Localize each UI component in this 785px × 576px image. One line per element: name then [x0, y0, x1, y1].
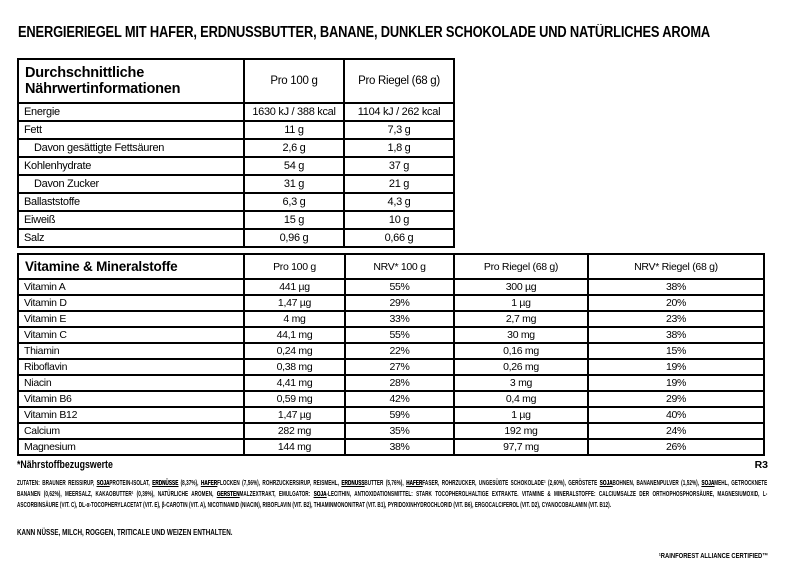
per-bar-value: 37 g: [344, 157, 454, 175]
nrv-footnote: *Nährstoffbezugswerte: [17, 459, 113, 471]
vitamin-row: [18, 423, 764, 439]
vitamin-row: [18, 311, 764, 327]
nutrient-label: Kohlenhydrate: [18, 157, 244, 175]
nutrient-label: Ballaststoffe: [18, 193, 244, 211]
nutrition-row: [18, 211, 454, 229]
nrv-100g-value: 28%: [345, 375, 454, 391]
nrv-bar-value: 40%: [588, 407, 764, 423]
nrv-100g-value: 55%: [345, 327, 454, 343]
vit-per-bar-value: 97,7 mg: [454, 439, 588, 455]
nrv-bar-value: 19%: [588, 359, 764, 375]
ingredients-segment: FASER, ROHRZUCKER, UNGESÜẞTE SCHOKOLADE¹ (2,60%), GERÖSTETE: [422, 478, 600, 487]
ingredients-segment: PROTEIN-ISOLAT,: [109, 478, 153, 487]
nutrient-label: Davon gesättigte Fettsäuren: [18, 139, 244, 157]
vitamins-table-body: [18, 279, 764, 455]
allergen-highlight: SOJA: [96, 478, 110, 487]
nutrition-row: [18, 193, 454, 211]
col-header-per-bar: Pro Riegel (68 g): [344, 59, 454, 103]
vitamin-row: [18, 439, 764, 455]
nrv-bar-value: 19%: [588, 375, 764, 391]
vit-per-100g-value: 0,59 mg: [244, 391, 345, 407]
col-header-per-100g: Pro 100 g: [244, 59, 344, 103]
per-100g-value: 1630 kJ / 388 kcal: [244, 103, 344, 121]
nutrient-label: Fett: [18, 121, 244, 139]
vitamin-label: Magnesium: [18, 439, 244, 455]
vitamin-label: Vitamin D: [18, 295, 244, 311]
per-bar-value: 10 g: [344, 211, 454, 229]
vitamin-label: Thiamin: [18, 343, 244, 359]
vitamin-row: [18, 391, 764, 407]
nrv-100g-value: 59%: [345, 407, 454, 423]
ingredients-segment: MALZEXTRAKT, EMULGATOR:: [239, 489, 314, 498]
nrv-100g-value: 33%: [345, 311, 454, 327]
footnote-row: [17, 459, 768, 471]
per-100g-value: 31 g: [244, 175, 344, 193]
nutrient-label: Energie: [18, 103, 244, 121]
vit-per-bar-value: 30 mg: [454, 327, 588, 343]
allergen-highlight: GERSTEN: [216, 489, 240, 498]
nrv-bar-value: 38%: [588, 327, 764, 343]
nrv-bar-value: 24%: [588, 423, 764, 439]
per-bar-value: 4,3 g: [344, 193, 454, 211]
per-100g-value: 2,6 g: [244, 139, 344, 157]
vit-per-100g-value: 4 mg: [244, 311, 345, 327]
nrv-bar-value: 26%: [588, 439, 764, 455]
nutrition-row: [18, 229, 454, 247]
ingredients-segment: BOHNEN, BANANENPULVER (1,52%),: [612, 478, 702, 487]
vitamins-table-header-row: [18, 254, 764, 279]
vitamins-minerals-table: [17, 253, 765, 456]
nutrition-table-body: [18, 103, 454, 247]
ingredients-segment: -LECITHIN, ANTIOXIDATIONSMITTEL: STARK TOCOPHEROLHALTIGE EXTRAKTE. VITAMINE & MINERALSTOFFE: CALCIUMSALZE DER ORTHOPHOSPHORSÄURE, MAGNESIUMOXID, L-ASCORBINSÄURE (VIT. C), DL-α-TOCOPHERYLACETAT (VIT. E), β-CAROTIN (VIT. A), NICOTINAMID (NIACIN), RIBOFLAVIN (VIT. B2), THIAMINMONONITRAT (VIT. B1), PYRIDOXINHYDROCHLORID (VIT. B6), ERGOCALCIFEROL (VIT. D2), CYANOCOBALAMIN (VIT. B12).: [17, 489, 768, 509]
per-100g-value: 54 g: [244, 157, 344, 175]
nutrient-label: Salz: [18, 229, 244, 247]
vit-per-bar-value: 1 µg: [454, 295, 588, 311]
ingredients-segment: ZUTATEN: BRAUNER REISSIRUP,: [17, 478, 97, 487]
nrv-100g-value: 29%: [345, 295, 454, 311]
nutrition-row: [18, 121, 454, 139]
vit-per-100g-value: 0,24 mg: [244, 343, 345, 359]
revision-code: R3: [754, 459, 768, 471]
vit-per-bar-value: 0,4 mg: [454, 391, 588, 407]
nutrition-row: [18, 157, 454, 175]
vitamin-label: Vitamin B12: [18, 407, 244, 423]
nrv-100g-value: 35%: [345, 423, 454, 439]
nrv-100g-value: 55%: [345, 279, 454, 295]
ingredients-segment: (8,37%),: [178, 478, 201, 487]
vitamin-row: [18, 295, 764, 311]
nrv-bar-value: 15%: [588, 343, 764, 359]
nutrition-row: [18, 175, 454, 193]
nrv-100g-value: 42%: [345, 391, 454, 407]
vit-per-100g-value: 4,41 mg: [244, 375, 345, 391]
nutrition-row: [18, 139, 454, 157]
nutrient-label: Davon Zucker: [18, 175, 244, 193]
col-header-nrv-bar: NRV* Riegel (68 g): [588, 254, 764, 279]
vitamin-row: [18, 359, 764, 375]
nrv-bar-value: 23%: [588, 311, 764, 327]
nutrient-label: Eiweiß: [18, 211, 244, 229]
product-title: ENERGIERIEGEL MIT HAFER, ERDNUSSBUTTER, BANANE, DUNKLER SCHOKOLADE UND NATÜRLICHES AROMA: [18, 24, 711, 41]
vitamin-label: Calcium: [18, 423, 244, 439]
allergen-highlight: SOJA: [599, 478, 613, 487]
vitamin-label: Riboflavin: [18, 359, 244, 375]
vitamins-table-title: Vitamine & Mineralstoffe: [18, 254, 244, 279]
per-bar-value: 7,3 g: [344, 121, 454, 139]
allergen-highlight: ERDNUSS: [341, 478, 365, 487]
col-header-nrv-100g: NRV* 100 g: [345, 254, 454, 279]
ingredients-segment: FLOCKEN (7,56%), ROHRZUCKERSIRUP, REISMEHL,: [217, 478, 342, 487]
nrv-bar-value: 20%: [588, 295, 764, 311]
vit-per-bar-value: 300 µg: [454, 279, 588, 295]
allergen-note: KANN NÜSSE, MILCH, ROGGEN, TRITICALE UND WEIZEN ENTHALTEN.: [17, 527, 233, 537]
vitamin-label: Vitamin C: [18, 327, 244, 343]
vitamin-label: Vitamin A: [18, 279, 244, 295]
vitamin-label: Niacin: [18, 375, 244, 391]
vit-per-100g-value: 441 µg: [244, 279, 345, 295]
nrv-100g-value: 38%: [345, 439, 454, 455]
allergen-highlight: SOJA: [701, 478, 715, 487]
per-100g-value: 15 g: [244, 211, 344, 229]
nrv-100g-value: 27%: [345, 359, 454, 375]
nutrition-facts-table: [17, 58, 455, 248]
nutrition-table-header-row: [18, 59, 454, 103]
col-header-vit-per-100g: Pro 100 g: [244, 254, 345, 279]
vitamin-row: [18, 327, 764, 343]
vitamin-row: [18, 343, 764, 359]
nrv-bar-value: 38%: [588, 279, 764, 295]
ingredients-text: [17, 477, 767, 510]
col-header-vit-per-bar: Pro Riegel (68 g): [454, 254, 588, 279]
nrv-100g-value: 22%: [345, 343, 454, 359]
per-100g-value: 0,96 g: [244, 229, 344, 247]
vitamin-row: [18, 279, 764, 295]
vit-per-100g-value: 1,47 µg: [244, 295, 345, 311]
ingredients-section: [17, 477, 768, 510]
vit-per-bar-value: 0,26 mg: [454, 359, 588, 375]
nutrition-table-title: Durchschnittliche Nährwertinformationen: [18, 59, 244, 103]
vitamin-row: [18, 375, 764, 391]
vitamin-row: [18, 407, 764, 423]
per-100g-value: 6,3 g: [244, 193, 344, 211]
vit-per-100g-value: 0,38 mg: [244, 359, 345, 375]
allergen-highlight: HAFER: [406, 478, 423, 487]
vitamin-label: Vitamin E: [18, 311, 244, 327]
vit-per-bar-value: 192 mg: [454, 423, 588, 439]
per-bar-value: 0,66 g: [344, 229, 454, 247]
vit-per-bar-value: 1 µg: [454, 407, 588, 423]
per-100g-value: 11 g: [244, 121, 344, 139]
nrv-bar-value: 29%: [588, 391, 764, 407]
vit-per-100g-value: 1,47 µg: [244, 407, 345, 423]
ingredients-segment: MEHL, GETROCKNETE BANANEN (0,62%), MEERSALZ, KAKAOBUTTER¹ (0,39%), NATÜRLICHE AROMEN,: [17, 478, 768, 498]
per-bar-value: 1,8 g: [344, 139, 454, 157]
vit-per-bar-value: 0,16 mg: [454, 343, 588, 359]
per-bar-value: 21 g: [344, 175, 454, 193]
allergen-highlight: SOJA: [313, 489, 327, 498]
allergen-highlight: HAFER: [200, 478, 218, 487]
allergen-highlight: ERDNÜSSE: [152, 478, 179, 487]
nutrition-row: [18, 103, 454, 121]
certification-note: ¹RAINFOREST ALLIANCE CERTIFIED™: [658, 551, 768, 560]
vit-per-100g-value: 144 mg: [244, 439, 345, 455]
per-bar-value: 1104 kJ / 262 kcal: [344, 103, 454, 121]
vit-per-bar-value: 2,7 mg: [454, 311, 588, 327]
vitamin-label: Vitamin B6: [18, 391, 244, 407]
vit-per-100g-value: 282 mg: [244, 423, 345, 439]
vit-per-100g-value: 44,1 mg: [244, 327, 345, 343]
vit-per-bar-value: 3 mg: [454, 375, 588, 391]
ingredients-segment: BUTTER (5,76%),: [364, 478, 407, 487]
